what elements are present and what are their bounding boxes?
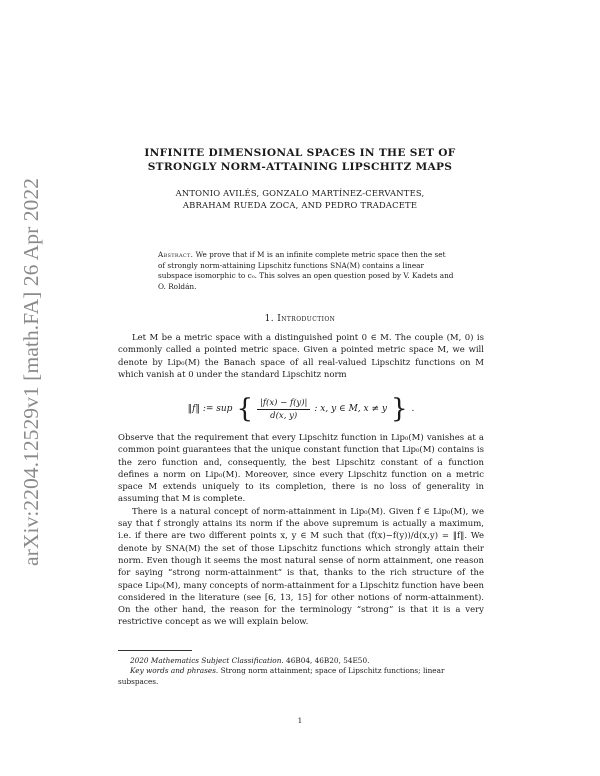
intro-block-2: [118, 432, 484, 629]
footnote-divider: [118, 650, 192, 651]
authors-line-2: ABRAHAM RUEDA ZOCA, AND PEDRO TRADACETE: [182, 200, 418, 210]
footnote-keywords-text: Strong norm attainment; space of Lipschitz functions; linear subspaces.: [118, 666, 445, 686]
section-heading-introduction: 1. Introduction: [264, 314, 336, 324]
arxiv-stamp-text: arXiv:2204.12529v1 [math.FA] 26 Apr 2022: [19, 189, 43, 566]
abstract-label: Abstract.: [158, 250, 194, 259]
title-line-1: INFINITE DIMENSIONAL SPACES IN THE SET OF: [144, 147, 456, 159]
footnote-keywords: [118, 666, 484, 687]
footnote-msc-label: 2020 Mathematics Subject Classification.: [130, 656, 284, 665]
footnotes: [118, 656, 484, 687]
authors-line-1: ANTONIO AVILÉS, GONZALO MARTÍNEZ-CERVANTES,: [175, 188, 425, 198]
abstract-text: We prove that if M is an infinite complete metric space then the set of strongly norm-attaining Lipschitz functions SNA(M) contains a linear subspace isomorphic to c₀. This solves an open question posed by V. Kadets and O. Roldán.: [158, 250, 454, 291]
paragraph-2: Observe that the requirement that every Lipschitz function in Lip₀(M) vanishes at a common point guarantees that the unique constant function that Lip₀(M) contains is the zero function and, consequently, the best Lipschitz constant of a function defines a norm on Lip₀(M). Moreover, since every Lipschitz function on a metric space M extends uniquely to its completion, there is no loss of generality in assuming that M is complete.: [118, 433, 484, 505]
title-line-2: STRONGLY NORM-ATTAINING LIPSCHITZ MAPS: [147, 161, 453, 173]
formula-period: .: [411, 404, 415, 414]
paragraph-3: There is a natural concept of norm-attainment in Lip₀(M). Given f ∈ Lip₀(M), we say that f strongly attains its norm if the above supremum is actually a maximum, i.e. if there are two different points x, y ∈ M such that (f(x)−f(y))/d(x,y) = ‖f‖. We denote by SNA(M) the set of those Lipschitz functions which strongly attain their norm. Even though it seems the most natural sense of norm attainment, one reason for saying “strong norm-attainment” is that, thanks to the rich structure of the space Lip₀(M), many concepts of norm-attainment for a Lipschitz function have been considered in the literature (see [6, 13, 15] for other notions of norm-attainment). On the other hand, the reason for the terminology “strong” is that it is a very restrictive concept as we will explain below.: [118, 506, 484, 628]
footnote-keywords-label: Key words and phrases.: [130, 666, 219, 676]
formula-lhs: ‖f‖ := sup: [187, 404, 233, 414]
right-brace: }: [390, 394, 408, 424]
author-list: [120, 187, 480, 211]
abstract: [158, 250, 454, 292]
formula-fraction: [257, 398, 310, 421]
left-brace: {: [236, 394, 253, 424]
formula-condition: : x, y ∈ M, x ≠ y: [314, 404, 387, 414]
footnote-msc: [118, 656, 484, 666]
formula-denominator: d(x, y): [270, 410, 298, 421]
paragraph-1: Let M be a metric space with a distinguished point 0 ∈ M. The couple (M, 0) is commonly called a pointed metric space. Given a pointed metric space M, we will denote by Lip₀(M) the Banach space of all real-valued Lipschitz functions on M which vanish at 0 under the standard Lipschitz norm: [118, 333, 484, 380]
paper-title: [120, 146, 480, 174]
footnote-msc-text: 46B04, 46B20, 54E50.: [286, 656, 370, 665]
arxiv-identifier-stamp: [10, 176, 46, 566]
lipschitz-norm-formula: [118, 396, 484, 430]
intro-block-1: [118, 332, 484, 381]
formula-numerator: |f(x) − f(y)|: [257, 398, 310, 410]
page-number: 1: [297, 716, 303, 725]
